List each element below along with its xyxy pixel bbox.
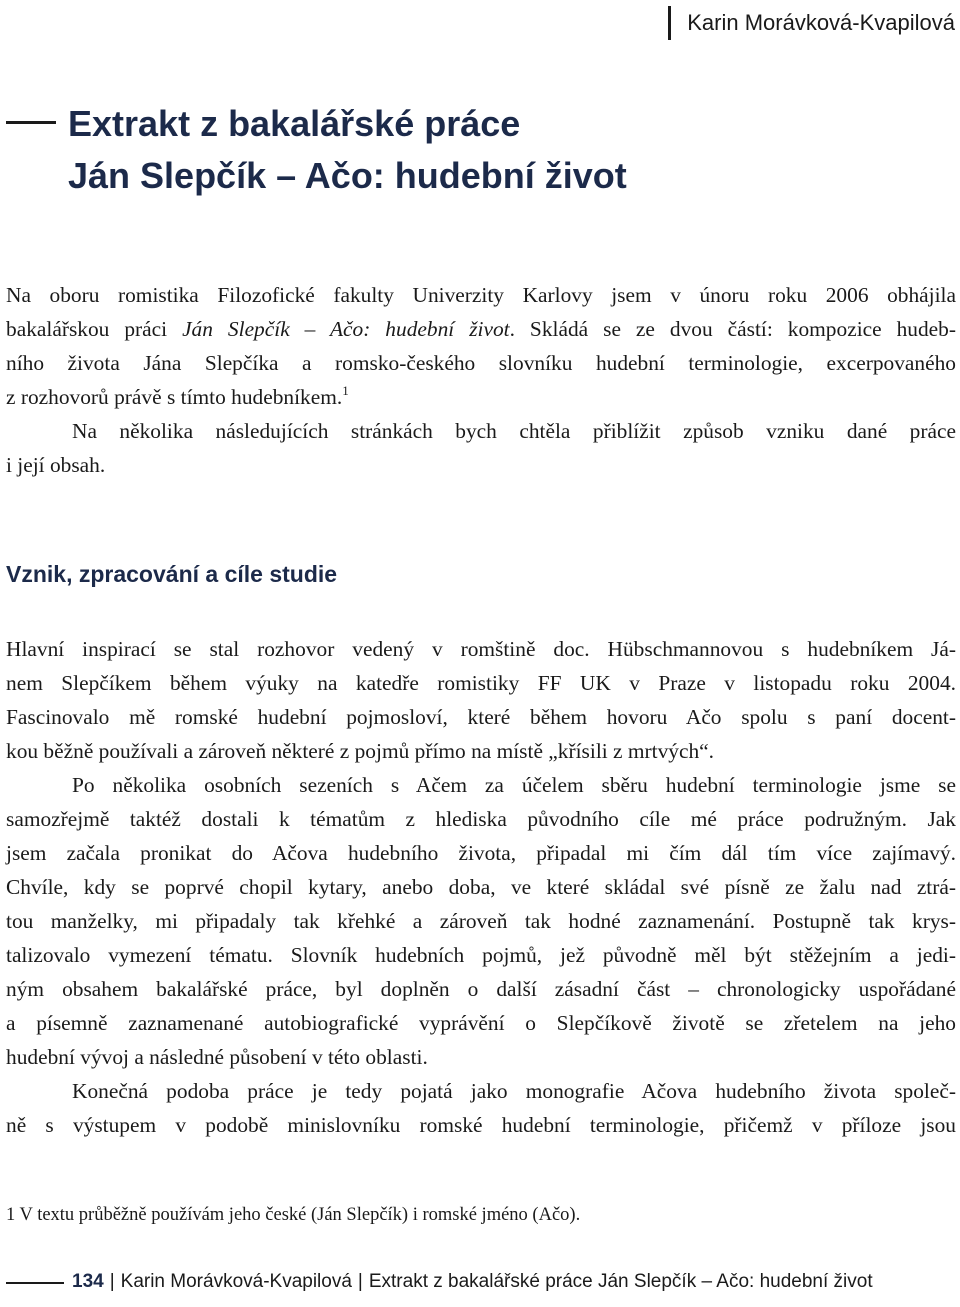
section-heading: Vznik, zpracování a cíle studie: [6, 561, 338, 587]
paragraph-line: a písemně zaznamenané autobiografické vyprávění o Slepčíkově životě se zřetelem na jeho: [6, 1011, 956, 1035]
footnote-reference[interactable]: 1: [342, 383, 349, 398]
paragraph-line: Po několika osobních sezeních s Ačem za účelem sběru hudební terminologie jsme se: [72, 773, 956, 797]
footer-separator: |: [109, 1271, 115, 1292]
text-run: bakalářskou práci: [6, 317, 183, 341]
text-run: z rozhovorů právě s tímto hudebníkem.: [6, 385, 343, 409]
paragraph-line: tou manželky, mi připadaly tak křehké a zároveň tak hodné zaznamenání. Postupně tak krys-: [6, 909, 956, 933]
footer-separator: |: [357, 1271, 363, 1292]
page-number: 134: [72, 1271, 104, 1292]
footer-rule: [6, 1282, 64, 1284]
footer-text: [72, 1262, 873, 1302]
article-title-line-2: Ján Slepčík – Ačo: hudební život: [68, 155, 627, 196]
footer-title: Extrakt z bakalářské práce Ján Slepčík – Ačo: hudební život: [368, 1271, 873, 1292]
paragraph-line: Hlavní inspirací se stal rozhovor vedený v romštině doc. Hübschmannovou s hudebníkem Já-: [6, 637, 956, 661]
title-dash-rule: [6, 121, 56, 124]
thesis-title-italic: Ján Slepčík – Ačo: hudební život: [182, 317, 510, 341]
intro-section: [6, 278, 956, 482]
paragraph-line: Na oboru romistika Filozofické fakulty Univerzity Karlovy jsem v únoru roku 2006 obhájila: [6, 283, 956, 307]
page-footer: [0, 1262, 960, 1302]
paragraph-line: jsem začala pronikat do Ačova hudebního života, připadal mi čím dál tím více zajímavý.: [6, 841, 956, 865]
paragraph-line: ným obsahem bakalářské práce, byl doplněn o další zásadní část – chronologicky uspořádané: [6, 977, 956, 1001]
paragraph-line: [6, 380, 956, 414]
paragraph-line: Chvíle, kdy se poprvé chopil kytary, anebo doba, ve které skládal své písně ze žalu nad ztrá-: [6, 875, 956, 899]
paragraph-line: Konečná podoba práce je tedy pojatá jako monografie Ačova hudebního života společ-: [72, 1079, 956, 1103]
paragraph-line: i její obsah.: [6, 453, 106, 477]
paragraph-line: samozřejmě taktéž dostali k tématům z hlediska původního cíle mé práce podružným. Jak: [6, 807, 956, 831]
footnote: 1 V textu průběžně používám jeho české (Ján Slepčík) i romské jméno (Ačo).: [6, 1205, 581, 1225]
paragraph-line: nem Slepčíkem během výuky na katedře romistiky FF UK v Praze v listopadu roku 2004.: [6, 671, 956, 695]
paragraph-line: ně s výstupem v podobě minislovníku romské hudební terminologie, přičemž v příloze jsou: [6, 1113, 956, 1137]
paragraph-line: Na několika následujících stránkách bych chtěla přiblížit způsob vzniku dané práce: [72, 419, 956, 443]
text-run: . Skládá se ze dvou částí: kompozice hudeb-: [509, 317, 956, 341]
main-section: [6, 632, 956, 1142]
paragraph-line: [6, 312, 956, 346]
paragraph-line: Fascinovalo mě romské hudební pojmosloví, které během hovoru Ačo spolu s paní docent-: [6, 705, 956, 729]
paragraph-line: kou běžně používali a zároveň některé z pojmů přímo na místě „křísili z mrtvých“.: [6, 739, 715, 763]
footer-author: Karin Morávková-Kvapilová: [120, 1271, 352, 1292]
running-head-author: Karin Morávková-Kvapilová: [668, 6, 955, 40]
article-title-line-1: Extrakt z bakalářské práce: [68, 103, 521, 144]
article-title: [68, 98, 948, 202]
paragraph-line: hudební vývoj a následné působení v této oblasti.: [6, 1045, 428, 1069]
paragraph-line: ního života Jána Slepčíka a romsko-českého slovníku hudební terminologie, excerpovaného: [6, 351, 956, 375]
paragraph-line: talizovalo vymezení tématu. Slovník hudebních pojmů, jež původně měl být stěžejním a jedi-: [6, 943, 956, 967]
